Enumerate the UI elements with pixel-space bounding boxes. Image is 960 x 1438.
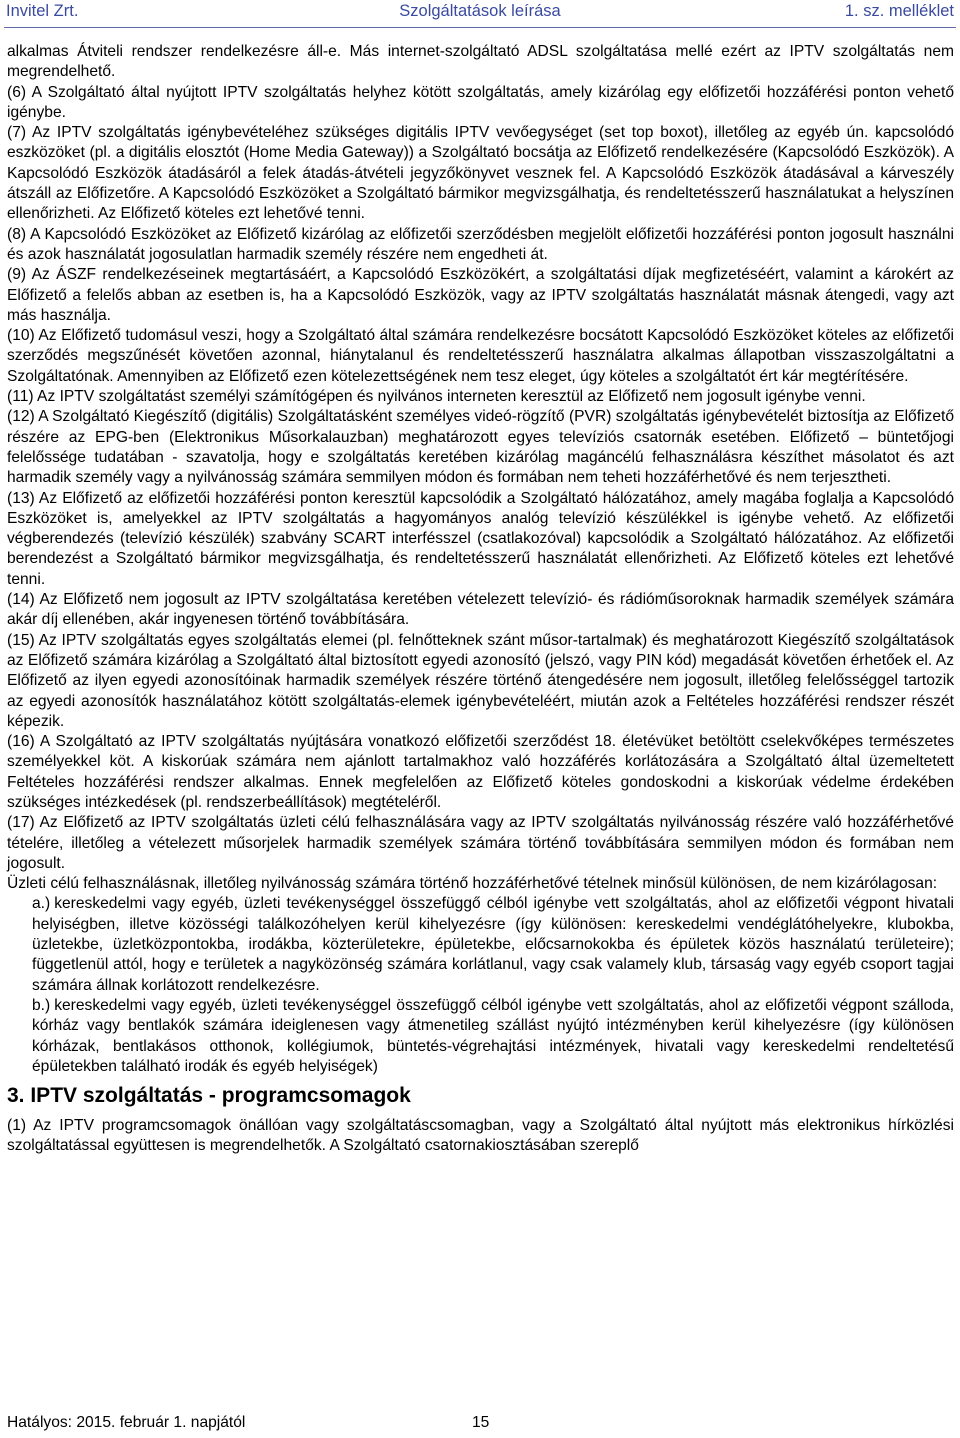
header-divider xyxy=(4,27,956,28)
paragraph-13: (13) Az Előfizető az előfizetői hozzáférési ponton keresztül kapcsolódik a Szolgáltató hálózatához, amely magába foglalja a Kapcsolódó Eszközöket is, amelyekkel az IPTV szolgáltatás a hagyományos analóg televízió készülékkel is igénybe vehető. Az előfizetői végberendezés (televízió készülék) szabvány SCART interfésszel (csatlakozóval) kapcsolódik a Szolgáltató hálózatához. Az előfizetői berendezést a Szolgáltató bármikor megvizsgálhatja, és rendeltetésszerű használatát ellenőrizheti. Az Előfizető köteles ezt lehetővé tenni. xyxy=(7,489,954,588)
list-item-text: kereskedelmi vagy egyéb, üzleti tevékenységgel összefüggő célból igénybe vett szolgáltatás, ahol az előfizetői végpont szálloda, kórház vagy bentlakók számára ideiglenesen vagy átmenetileg szállást nyújtó intézményben kerül kihelyezésre (így különösen kórházak, bentlakásos otthonok, kollégiumok, büntetés-végrehajtási intézmények, hivatali vagy kereskedelmi rendeltetésű épületekben található irodák és egyéb helyiségek) xyxy=(32,996,954,1075)
paragraph-8: (8) A Kapcsolódó Eszközöket az Előfizető kizárólag az előfizetői szerződésben megjelölt előfizetői hozzáférési ponton jogosult használni és azok használatát jogosulatlan harmadik személy részére nem engedheti át. xyxy=(7,225,954,263)
paragraph-14: (14) Az Előfizető nem jogosult az IPTV szolgáltatása keretében vételezett televízió- és rádióműsoroknak harmadik személyek számára akár díj ellenében, akár ingyenesen történő továbbítására. xyxy=(7,591,954,629)
paragraph-6: (6) A Szolgáltató által nyújtott IPTV szolgáltatás helyhez kötött szolgáltatás, amely kizárólag egy előfizetői hozzáférési ponton vehető igénybe. xyxy=(7,83,954,121)
paragraph-business-use-intro: Üzleti célú felhasználásnak, illetőleg nyilvánosság számára történő hozzáférhetővé tételnek minősül különösen, de nem kizárólagosan: xyxy=(7,875,938,893)
paragraph-7: (7) Az IPTV szolgáltatás igénybevételéhez szükséges digitális IPTV vevőegységet (set top boxot), illetőleg az egyéb ún. kapcsolódó eszközöket (pl. a digitális elosztót (Home Media Gateway)) a Szolgáltató bocsátja az Előfizető rendelkezésére (Kapcsolódó Eszközök). A Kapcsolódó Eszközök átadásáról a felek átadás-átvételi jegyzőkönyvet vesznek fel. A Kapcsolódó Eszközök átadásával a kárveszély átszáll az Előfizetőre. A Kapcsolódó Eszközöket a Szolgáltató bármikor megvizsgálhatja, és rendeltetésszerű használatukat a helyszínen ellenőrizheti. Az Előfizető köteles ezt lehetővé tenni. xyxy=(7,124,954,223)
document-body xyxy=(7,42,954,1157)
paragraph-17: (17) Az Előfizető az IPTV szolgáltatás üzleti célú felhasználására vagy az IPTV szolgáltatás nyilvánosság részére való hozzáférhetővé tételére, illetőleg a vételezett műsorjelek harmadik személyek számára történő továbbítására semmilyen módon és formában nem jogosult. xyxy=(7,814,954,872)
paragraph-10: (10) Az Előfizető tudomásul veszi, hogy a Szolgáltató által számára rendelkezésre bocsátott Kapcsolódó Eszközöket köteles az előfizetői szerződés megszűnését követően azonnal, hiánytalanul és rendeltetésszerű használatra alkalmas állapotban visszaszolgáltatni a Szolgáltatónak. Amennyiben az Előfizető ezen kötelezettségének nem tesz eleget, úgy köteles a szolgáltatót ért kár megtérítésére. xyxy=(7,327,954,385)
list-item-text: kereskedelmi vagy egyéb, üzleti tevékenységgel összefüggő célból igénybe vett szolgáltatás, ahol az előfizetői végpont hivatali helyiségben, illetve közösségi találkozóhelyen kerül kihelyezésre (így különösen: kereskedelmi vendéglátóhelyekre, klubokba, üzletekbe, üzletközpontokba, irodákba, közterületekre, épületekbe, előcsarnokokba és épületek közös használatú területeire); függetlenül attól, hogy e területek a nagyközönség számára korlátlanul, vagy csak valamely klub, társaság vagy egyéb csoport tagjai számára állnak korlátozott rendelkezésre. xyxy=(32,895,954,994)
list-item-b xyxy=(7,996,954,1077)
list-item-label: b.) xyxy=(32,996,51,1014)
section-3-paragraph-1: (1) Az IPTV programcsomagok önállóan vagy szolgáltatáscsomagban, vagy a Szolgáltató által nyújtott más elektronikus hírközlési szolgáltatással együttesen is megrendelhetők. A Szolgáltató csatornakiosztásában szereplő xyxy=(7,1117,954,1155)
header-annex-label: 1. sz. melléklet xyxy=(844,2,954,20)
paragraph-9: (9) Az ÁSZF rendelkezéseinek megtartásáért, a Kapcsolódó Eszközökért, a szolgáltatási díjak megfizetéséért, valamint a károkért az Előfizető a felelős abban az esetben is, ha a Kapcsolódó Eszközök, vagy az IPTV szolgáltatás használatát másnak átengedi, vagy azt más használja. xyxy=(7,266,954,324)
footer-effective-date: Hatályos: 2015. február 1. napjától xyxy=(7,1414,246,1431)
paragraph-15: (15) Az IPTV szolgáltatás egyes szolgáltatás elemei (pl. felnőtteknek szánt műsor-tartalmak) és meghatározott Kiegészítő szolgáltatások az Előfizető számára kizárólag a Szolgáltató által biztosított egyedi azonosító (jelszó, vagy PIN kód) megadását követően érhetőek el. Az Előfizető az ilyen egyedi azonosítóinak harmadik személyek részére történő átengedésére nem jogosult, illetőleg felelősséggel tartozik az egyedi azonosítók használatához kötött szolgáltatás-elemek igénybevételéért, miután azok a Feltételes hozzáférési rendszer részét képezik. xyxy=(7,631,954,730)
paragraph-continuation: alkalmas Átviteli rendszer rendelkezésre áll-e. Más internet-szolgáltató ADSL szolgáltatása mellé ezért az IPTV szolgáltatás nem megrendelhető. xyxy=(7,43,954,81)
header-document-title: Szolgáltatások leírása xyxy=(399,2,561,20)
page-number: 15 xyxy=(472,1414,490,1431)
list-item-a xyxy=(7,894,954,995)
header-company: Invitel Zrt. xyxy=(6,2,79,20)
paragraph-16: (16) A Szolgáltató az IPTV szolgáltatás nyújtására vonatkozó előfizetői szerződést 18. életévüket betöltött cselekvőképes természetes személyekkel köt. A kiskorúak számára nem ajánlott tartalmakhoz való hozzáférés korlátozására a Szolgáltató által üzemeltetett Feltételes hozzáférési rendszer alkalmas. Ennek megfelelően az Előfizető köteles gondoskodni a kiskorúak védelme érdekében szükséges intézkedések (pl. rendszerbeállítások) megtételéről. xyxy=(7,733,954,811)
paragraph-12: (12) A Szolgáltató Kiegészítő (digitális) Szolgáltatásként személyes videó-rögzítő (PVR) szolgáltatás igénybevételét biztosítja az Előfizető részére az EPG-ben (Elektronikus Műsorkalauzban) meghatározott egyes televíziós csatornák esetében. Előfizető – büntetőjogi felelőssége tudatában - szavatolja, hogy e szolgáltatás keretében kizárólag magáncélú felhasználásra készíthet másolatot és azt harmadik személy vagy a nyilvánosság számára semmilyen módon és formában nem teheti hozzáférhetővé és nem terjesztheti. xyxy=(7,408,954,487)
list-item-label: a.) xyxy=(32,895,51,913)
section-heading: 3. IPTV szolgáltatás - programcsomagok xyxy=(7,1084,411,1108)
paragraph-11: (11) Az IPTV szolgáltatást személyi számítógépen és nyilvános interneten keresztül az Előfizető nem jogosult igénybe venni. xyxy=(7,388,866,406)
page-header xyxy=(6,0,954,28)
